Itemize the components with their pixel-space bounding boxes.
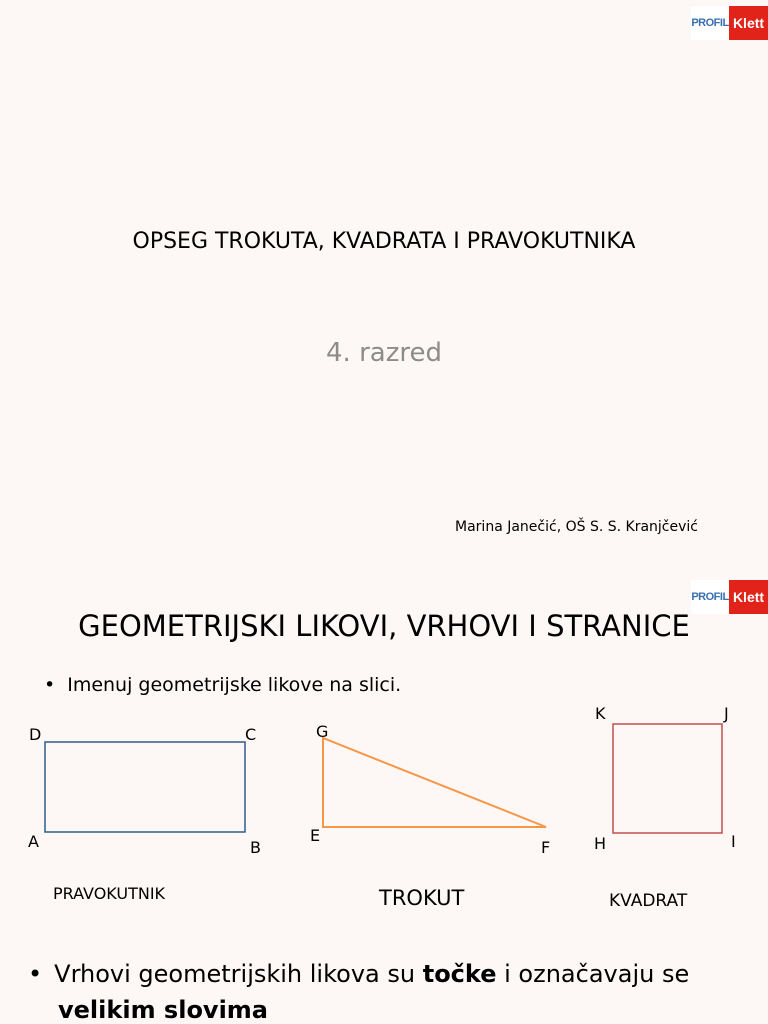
triangle-shape	[323, 738, 546, 827]
rectangle-shape	[45, 742, 245, 832]
vertex-label-j: J	[724, 704, 729, 723]
slide-title: OPSEG TROKUTA, KVADRATA I PRAVOKUTNIKA	[132, 229, 636, 254]
vertex-label-k: K	[595, 704, 606, 723]
rule-bullet	[28, 956, 689, 1024]
rule-bold-tocke: točke	[422, 960, 497, 988]
vertex-label-b: B	[250, 838, 261, 857]
vertex-label-d: D	[29, 725, 42, 744]
slide-title: GEOMETRIJSKI LIKOVI, VRHOVI I STRANICE	[78, 609, 690, 643]
logo-profil-text: PROFIL	[691, 6, 729, 40]
vertex-label-i: I	[731, 832, 736, 851]
bullet-icon: •	[44, 674, 56, 696]
rule-line-2	[28, 992, 689, 1024]
bullet-icon: •	[28, 960, 43, 988]
square-shape	[613, 724, 722, 833]
rule-bold-velikim-slovima: velikim slovima	[58, 996, 268, 1024]
profil-klett-logo	[691, 6, 768, 40]
logo-klett-text: Klett	[729, 6, 768, 40]
author-credit: Marina Janečić, OŠ S. S. Kranjčević	[455, 519, 698, 535]
slide-subtitle: 4. razred	[326, 338, 442, 368]
vertex-label-c: C	[245, 725, 257, 744]
vertex-label-a: A	[28, 832, 39, 851]
rule-text-part2: i označavaju se	[496, 960, 690, 988]
rule-line-1	[28, 956, 689, 992]
rectangle-name: PRAVOKUTNIK	[53, 884, 166, 903]
triangle-name: TROKUT	[379, 886, 465, 910]
rule-text-part1: Vrhovi geometrijskih likova su	[54, 960, 423, 988]
square-name: KVADRAT	[609, 891, 688, 911]
logo-profil-text: PROFIL	[691, 580, 729, 614]
instruction-text: Imenuj geometrijske likove na slici.	[67, 674, 402, 696]
vertex-label-g: G	[316, 722, 329, 741]
vertex-label-h: H	[594, 834, 607, 853]
vertex-label-f: F	[541, 838, 551, 857]
vertex-label-e: E	[310, 826, 321, 845]
logo-klett-text: Klett	[729, 580, 768, 614]
content-slide	[0, 576, 768, 1024]
